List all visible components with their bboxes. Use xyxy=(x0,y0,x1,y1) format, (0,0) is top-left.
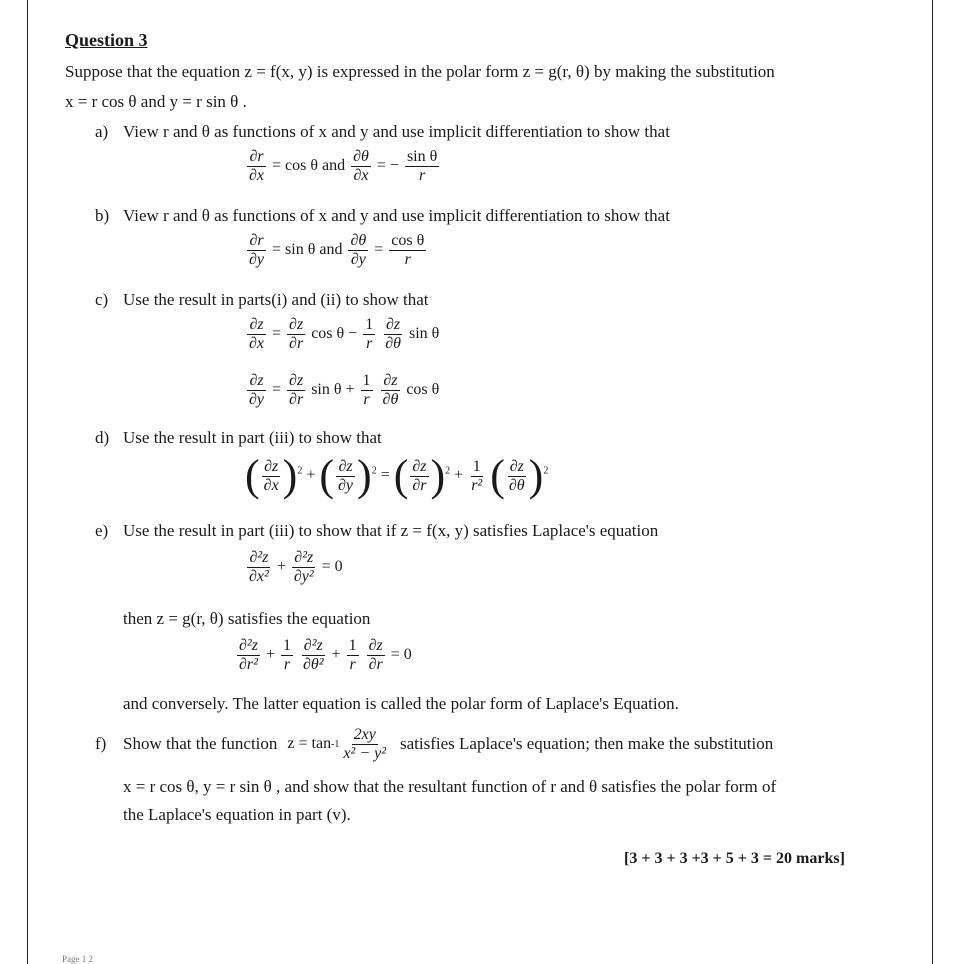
page-footer: Page 1 2 xyxy=(62,954,93,964)
part-c-label: c) xyxy=(95,290,109,309)
part-e-label: e) xyxy=(95,521,109,540)
part-f-line-2: x = r cos θ, y = r sin θ , and show that the resultant function of r and θ satisfies the polar form of xyxy=(123,777,777,796)
part-d-label: d) xyxy=(95,428,110,447)
part-e-equation-1: $\frac{\text{∂²z}}{\text{∂x²}}$ + $\frac{\text{∂²z}}{\text{∂y²}}$ = 0 xyxy=(249,549,343,585)
part-e-then: then z = g(r, θ) satisfies the equation xyxy=(123,609,371,628)
part-f-line-1: Show that the function z = tan -1 $\frac{2xy}{\text{x² − y²}}$ satisfies Laplace's equation; then make the substitution xyxy=(123,725,774,762)
intro-line-2: x = r cos θ and y = r sin θ . xyxy=(65,92,247,111)
question-heading: Question 3 xyxy=(65,30,148,50)
part-c-text: Use the result in parts(i) and (ii) to show that xyxy=(123,290,429,309)
part-f-line-3: the Laplace's equation in part (v). xyxy=(123,805,351,824)
part-e-after: and conversely. The latter equation is called the polar form of Laplace's Equation. xyxy=(123,694,679,713)
intro-line-1: Suppose that the equation z = f(x, y) is expressed in the polar form z = g(r, θ) by making the substitution xyxy=(65,62,775,81)
part-c-equation-2: $\frac{\partial z}{\partial y}$ = $\frac{\partial z}{\partial r}$ sin θ + $\frac{1}{r}$ $\frac{\partial z}{\partial\theta}$ cos θ xyxy=(249,372,440,408)
part-b-text: View r and θ as functions of x and y and use implicit differentiation to show that xyxy=(123,206,670,225)
part-d-equation: ( $\frac{\partial z}{\partial x}$ )$^2$ + ( $\frac{\partial z}{\partial y}$ )$^2$ = ( $\frac{\partial z}{\partial r}$ )$^2$ + $\frac{1}{\text{r²}}$ ( $\frac{\partial z}{\partial\theta}$ )$^2$ xyxy=(245,451,549,500)
part-f-label: f) xyxy=(95,734,107,753)
part-d-text: Use the result in part (iii) to show that xyxy=(123,428,382,447)
part-e-text: Use the result in part (iii) to show that if z = f(x, y) satisfies Laplace's equation xyxy=(123,521,659,540)
marks-total: [3 + 3 + 3 +3 + 5 + 3 = 20 marks] xyxy=(624,850,845,867)
part-e-equation-2: $\frac{\text{∂²z}}{\text{∂r²}}$ + $\frac{1}{r}$ $\frac{\text{∂²z}}{\text{∂θ²}}$ + $\frac{1}{r}$ $\frac{\partial z}{\partial r}$ = 0 xyxy=(239,637,412,673)
part-a-label: a) xyxy=(95,122,109,141)
part-a-equation: $\frac{\partial r}{\partial x}$ = cos θ and $\frac{\partial\theta}{\partial x}$ = − $\frac{\text{sin θ}}{r}$ xyxy=(249,148,438,184)
part-c-equation-1: $\frac{\partial z}{\partial x}$ = $\frac{\partial z}{\partial r}$ cos θ − $\frac{1}{r}$ $\frac{\partial z}{\partial\theta}$ sin θ xyxy=(249,316,440,352)
part-b-label: b) xyxy=(95,206,110,225)
part-a-text: View r and θ as functions of x and y and use implicit differentiation to show that xyxy=(123,122,670,141)
part-b-equation: $\frac{\partial r}{\partial y}$ = sin θ and $\frac{\partial\theta}{\partial y}$ = $\frac{\text{cos θ}}{r}$ xyxy=(249,232,425,268)
